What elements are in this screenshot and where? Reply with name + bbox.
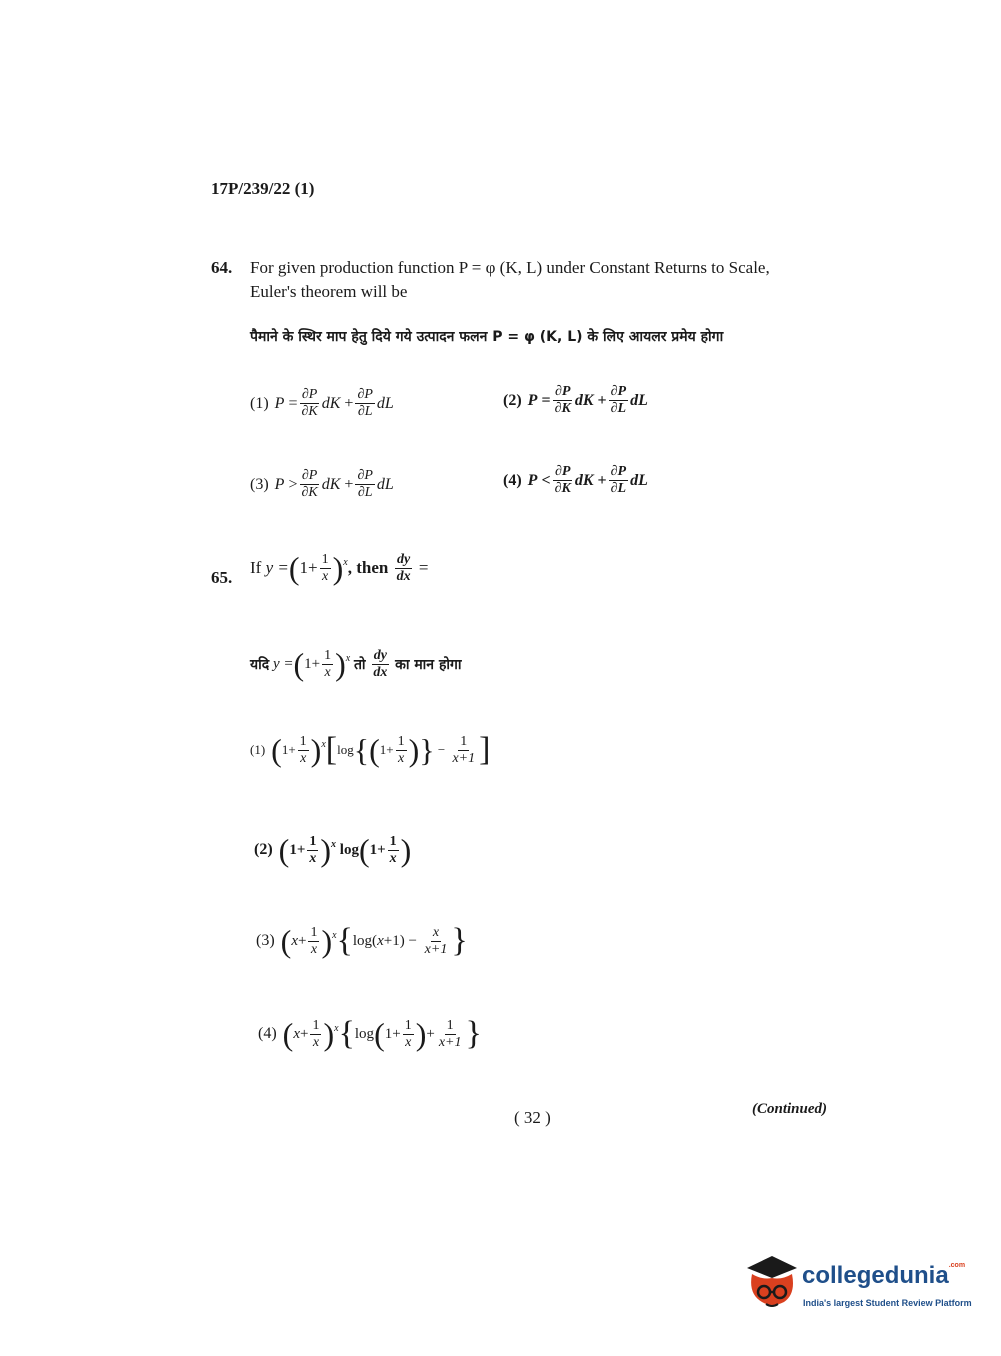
partial-p-k: $\frac{\partial P}{\partial K}$ (554, 384, 571, 416)
q64-text-line2: Euler's theorem will be (250, 282, 408, 301)
dy-dx: $\frac{dy}{dx}$ (396, 551, 411, 584)
q65-option-1[interactable]: (1) ( 1+ $\frac{1}{x}$ ) x [ log { ( 1+ $\frac{1}{x}$ ) } − $\frac{1}{x+1}$ ] (250, 731, 491, 768)
hi-if-word: यदि (250, 656, 270, 673)
equals-sign: = (418, 558, 429, 577)
dk-term: dK (574, 391, 594, 409)
q64-text-hi: पैमाने के स्थिर माप हेतु दिये गये उत्पादन फलन P = φ (K, L) के लिए आयलर प्रमेय होगा (250, 329, 724, 345)
y-equals: y = (272, 655, 294, 672)
one-over-x: $\frac{1}{x}$ (309, 833, 317, 866)
option-relation: < (541, 471, 551, 489)
one-over-x: $\frac{1}{x}$ (324, 647, 332, 680)
option-number: (1) (250, 742, 266, 757)
q64-text-line1: For given production function P = φ (K, L) under Constant Returns to Scale, (250, 258, 770, 277)
dl-term: dL (376, 475, 394, 493)
option-number: (3) (250, 475, 269, 493)
one-over-x: $\frac{1}{x}$ (312, 1017, 320, 1050)
hi-value-phrase: का मान होगा (395, 656, 462, 673)
partial-p-k: $\frac{\partial P}{\partial K}$ (301, 387, 318, 419)
partial-p-l: $\frac{\partial P}{\partial L}$ (357, 468, 373, 500)
dl-term: dL (376, 394, 394, 412)
dk-term: dK (321, 475, 341, 493)
q65-number: 65. (211, 568, 233, 587)
one-over-x-plus-1: $\frac{1}{x+1}$ (452, 733, 476, 766)
hi-to-word: तो (353, 656, 366, 673)
option-number: (2) (503, 391, 522, 409)
brand-tagline: India's largest Student Review Platform (803, 1298, 972, 1308)
q65-text-en: If y = ( 1+ $\frac{1}{x}$ ) x , then $\frac{dy}{dx}$ = (250, 550, 429, 586)
q65-text-hi: यदि y = ( 1+ $\frac{1}{x}$ ) x तो $\frac{dy}{dx}$ का मान होगा (250, 646, 462, 682)
dk-term: dK (574, 471, 594, 489)
plus-sign: + (344, 475, 354, 493)
brand-com: .com (948, 1262, 966, 1269)
one-over-x-plus-1: $\frac{1}{x+1}$ (438, 1017, 462, 1050)
one-over-x: $\frac{1}{x}$ (321, 551, 329, 584)
option-number: (2) (254, 841, 273, 858)
option-number: (4) (503, 471, 522, 489)
partial-p-k: $\frac{\partial P}{\partial K}$ (301, 468, 318, 500)
option-number: (1) (250, 394, 269, 412)
option-relation: = (288, 394, 298, 412)
q64-option-4[interactable] (503, 465, 648, 496)
paper-code: 17P/239/22 (1) (211, 179, 315, 198)
q65-option-2[interactable]: (2) ( 1+ $\frac{1}{x}$ ) x log ( 1+ $\frac{1}{x}$ ) (254, 832, 412, 868)
q65-option-4[interactable]: (4) ( x + $\frac{1}{x}$ ) x { log ( 1+ $\frac{1}{x}$ ) + $\frac{1}{x+1}$ } (258, 1015, 482, 1052)
plus-sign: + (597, 471, 607, 489)
page-number: ( 32 ) (514, 1108, 551, 1127)
dk-term: dK (321, 394, 341, 412)
q64-option-2[interactable] (503, 385, 648, 416)
q64-number: 64. (211, 258, 233, 277)
continued-label: (Continued) (752, 1101, 828, 1117)
option-lhs: P (527, 391, 538, 409)
partial-p-k: $\frac{\partial P}{\partial K}$ (554, 464, 571, 496)
x-over-x-plus-1: $\frac{x}{x+1}$ (424, 924, 448, 957)
brand-name: collegedunia$^{.com}$ (802, 1262, 966, 1289)
dl-term: dL (630, 471, 648, 489)
q64-text-en (250, 256, 830, 304)
one-over-x: $\frac{1}{x}$ (389, 833, 397, 866)
plus-sign: + (344, 394, 354, 412)
one-over-x: $\frac{1}{x}$ (310, 924, 318, 957)
dy-dx: $\frac{dy}{dx}$ (373, 647, 388, 680)
partial-p-l: $\frac{\partial P}{\partial L}$ (610, 464, 627, 496)
one-over-x: $\frac{1}{x}$ (299, 733, 307, 766)
if-word: If (250, 558, 262, 577)
option-lhs: P (274, 394, 285, 412)
y-equals: y = (265, 558, 289, 577)
one-over-x: $\frac{1}{x}$ (397, 733, 405, 766)
option-number: (3) (256, 932, 275, 949)
option-relation: = (541, 391, 551, 409)
q64-option-3[interactable] (250, 469, 394, 500)
option-lhs: P (274, 475, 285, 493)
one-over-x: $\frac{1}{x}$ (404, 1017, 412, 1050)
option-relation: > (288, 475, 298, 493)
plus-sign: + (597, 391, 607, 409)
option-number: (4) (258, 1025, 277, 1042)
dl-term: dL (630, 391, 648, 409)
q65-option-3[interactable]: (3) ( x + $\frac{1}{x}$ ) x { log( x +1) − $\frac{x}{x+1}$ } (256, 922, 468, 959)
option-lhs: P (527, 471, 538, 489)
partial-p-l: $\frac{\partial P}{\partial L}$ (357, 387, 373, 419)
partial-p-l: $\frac{\partial P}{\partial L}$ (610, 384, 627, 416)
q64-option-1[interactable] (250, 388, 394, 419)
then-word: , then (347, 558, 389, 577)
